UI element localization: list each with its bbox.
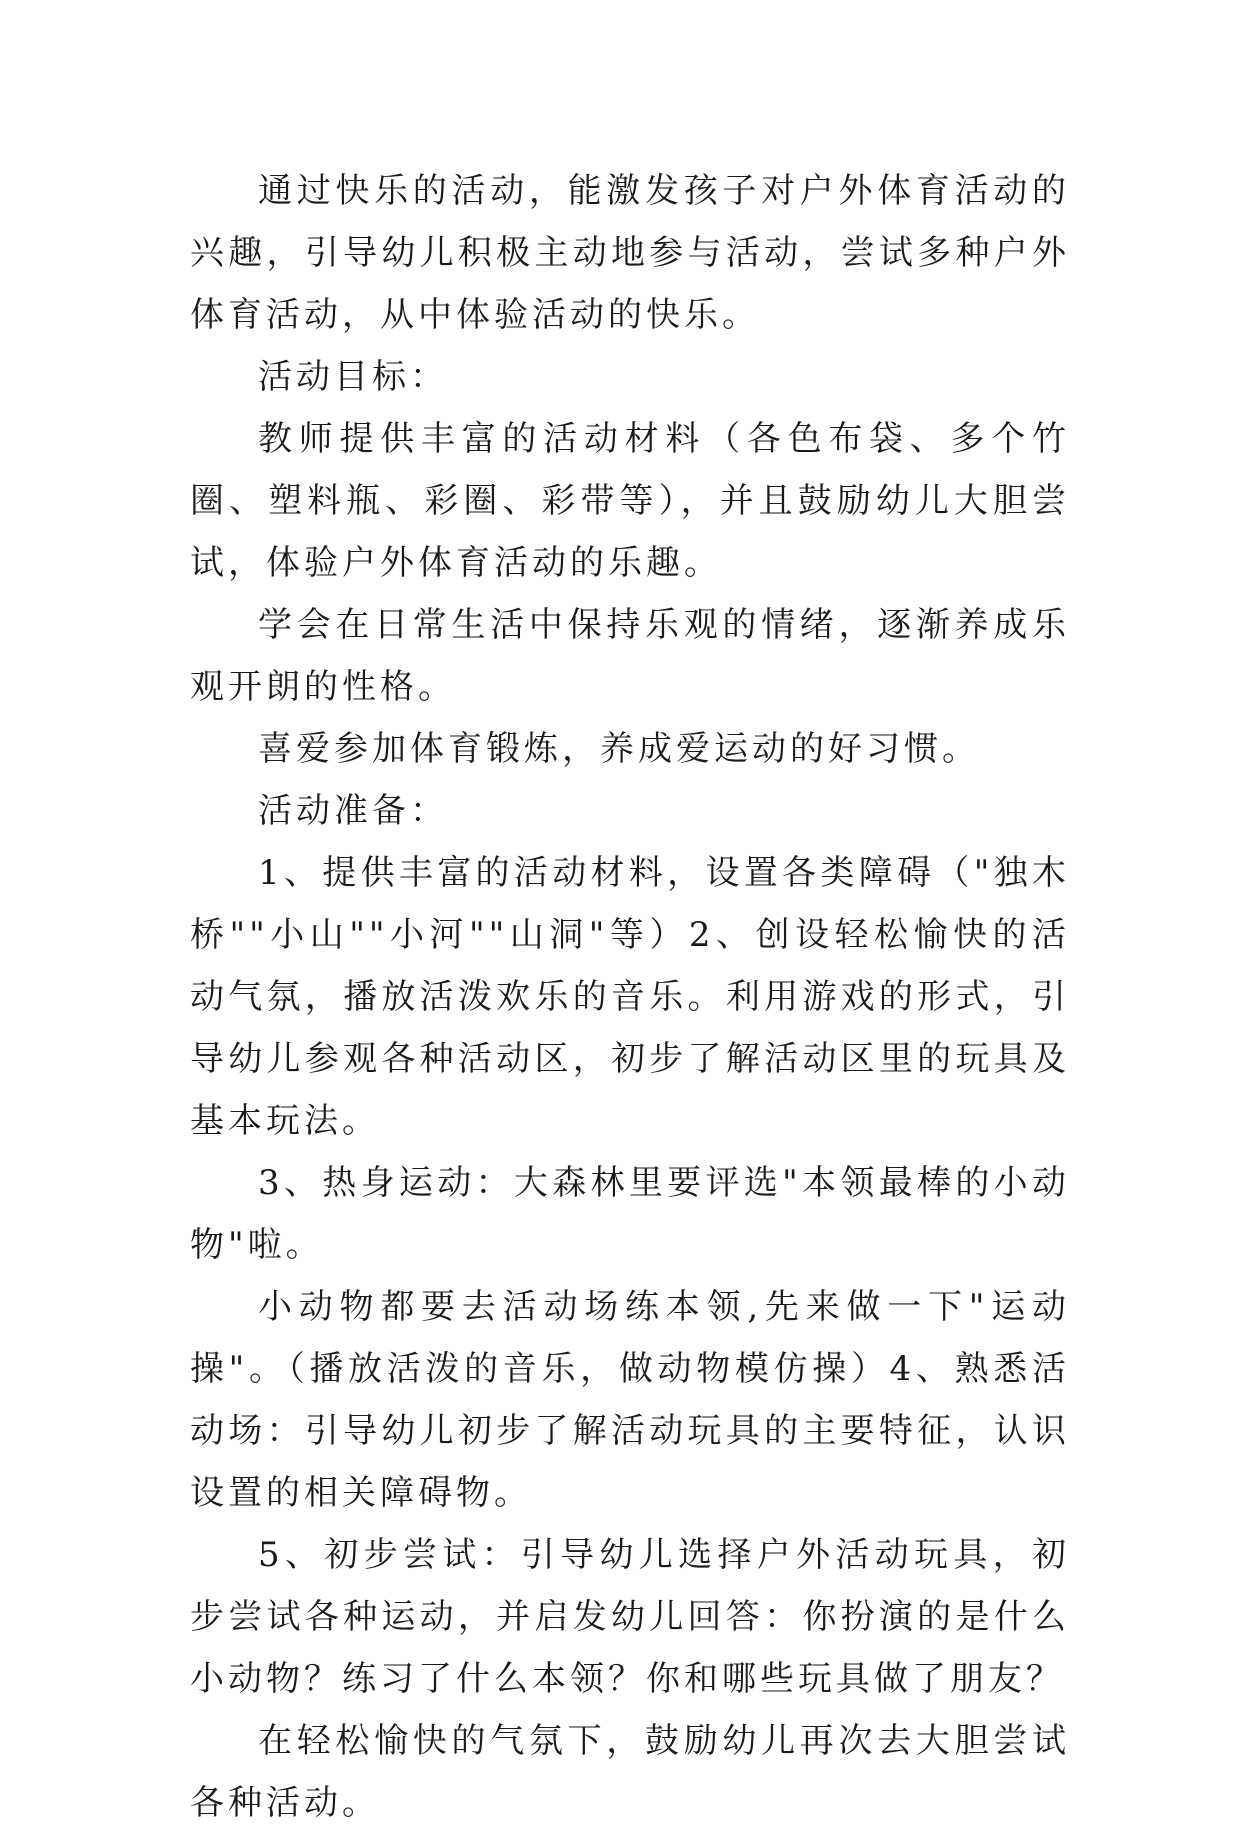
paragraph-goal-optimism: 学会在日常生活中保持乐观的情绪，逐渐养成乐观开朗的性格。 [190,605,1070,707]
heading-activity-goals: 活动目标： [258,357,448,397]
paragraph-closing: 在轻松愉快的气氛下，鼓励幼儿再次去大胆尝试各种活动。 [190,1721,1070,1823]
heading-activity-preparation: 活动准备： [258,791,448,831]
paragraph-step-1-2: 1、提供丰富的活动材料，设置各类障碍（"独木桥""小山""小河""山洞"等）2、创设轻松愉快的活动气氛，播放活泼欢乐的音乐。利用游戏的形式，引导幼儿参观各种活动区，初步了解活动区里的玩具及基本玩法。 [190,853,1070,1141]
document-body [190,160,1070,1834]
paragraph-goal-materials: 教师提供丰富的活动材料（各色布袋、多个竹圈、塑料瓶、彩圈、彩带等），并且鼓励幼儿大胆尝试，体验户外体育活动的乐趣。 [190,419,1070,583]
paragraph-intro: 通过快乐的活动，能激发孩子对户外体育活动的兴趣，引导幼儿积极主动地参与活动，尝试多种户外体育活动，从中体验活动的快乐。 [190,171,1070,335]
paragraph-goal-exercise: 喜爱参加体育锻炼，养成爱运动的好习惯。 [258,729,980,769]
paragraph-step-3-4: 小动物都要去活动场练本领,先来做一下"运动操"。（播放活泼的音乐，做动物模仿操）4、熟悉活动场：引导幼儿初步了解活动玩具的主要特征，认识设置的相关障碍物。 [190,1287,1070,1513]
paragraph-step-3: 3、热身运动：大森林里要评选"本领最棒的小动物"啦。 [190,1163,1070,1265]
paragraph-step-5: 5、初步尝试：引导幼儿选择户外活动玩具，初步尝试各种运动，并启发幼儿回答：你扮演的是什么小动物？练习了什么本领？你和哪些玩具做了朋友？ [190,1535,1070,1699]
